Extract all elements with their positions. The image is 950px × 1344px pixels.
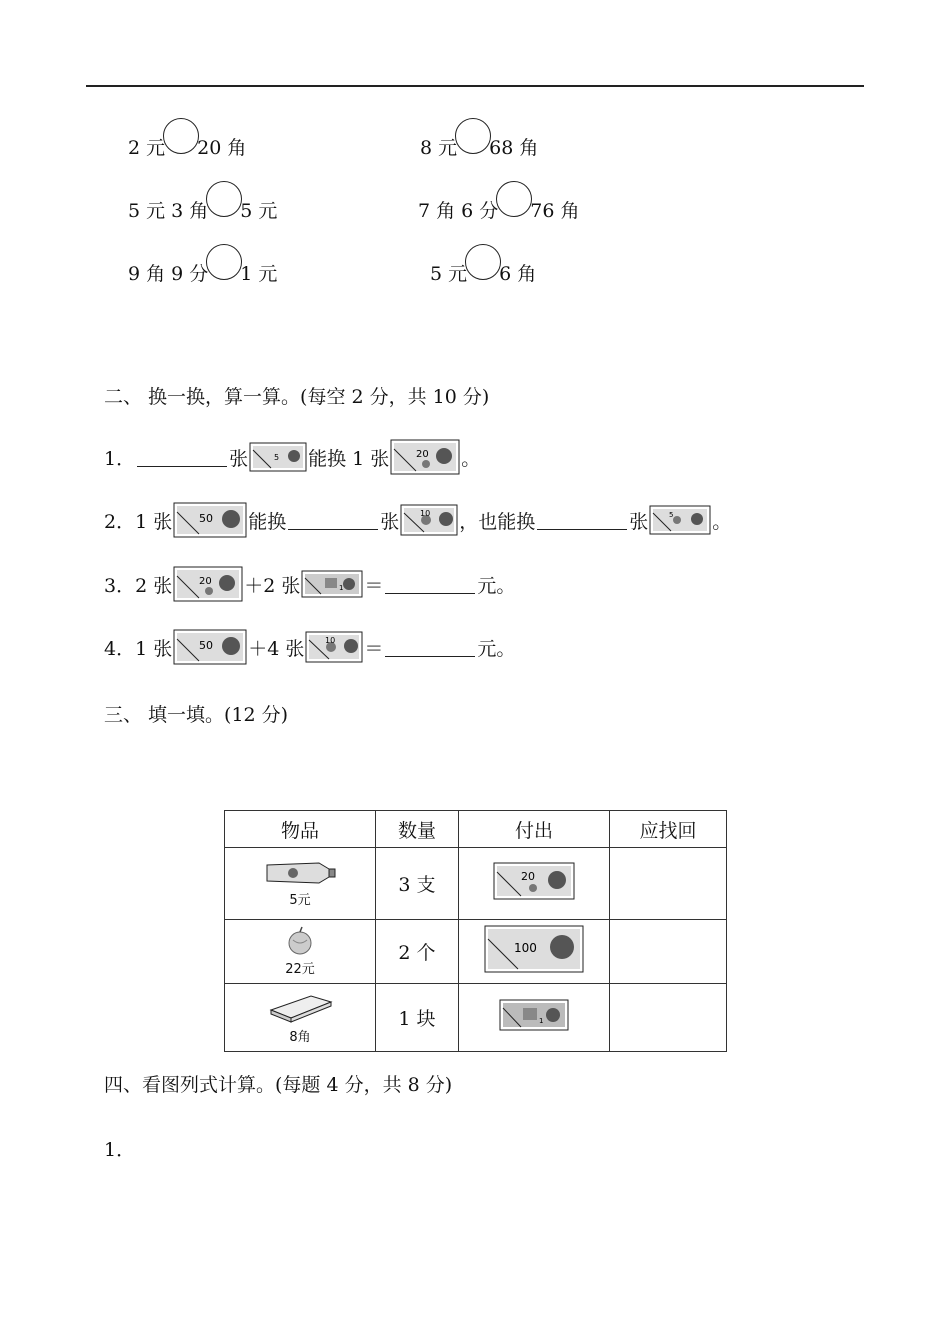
question-3 [104,564,515,604]
section-2-heading: 二、 换一换，算一算。(每空 2 分，共 10 分) [104,386,490,408]
banknote-value: 5 [669,511,674,519]
compare-left: 9 角 9 分 [128,263,209,285]
compare-circle[interactable] [206,244,242,280]
question-text: ＋4 张 [248,637,305,660]
question-2 [104,500,731,540]
compare-item [128,246,277,286]
table-header: 付出 [459,811,610,848]
table-header: 应找回 [610,811,727,848]
quantity-cell: 1 块 [376,984,459,1052]
compare-circle[interactable] [455,118,491,154]
banknote-20-icon [493,870,575,905]
answer-blank[interactable] [137,448,227,467]
banknote-value: 100 [514,941,537,955]
question-text: 张 [229,447,249,470]
compare-item [430,246,536,286]
compare-right: 76 角 [530,200,580,222]
change-cell[interactable] [610,848,727,920]
banknote-5-icon [249,442,307,472]
banknote-20-icon [173,566,243,602]
item-price: 8角 [289,1030,311,1045]
top-rule [86,85,864,87]
question-text: 。 [712,510,732,533]
compare-right: 20 角 [197,137,247,159]
question-text: ＝ [364,574,384,597]
banknote-value: 10 [420,509,431,518]
question-text: 2 张 [135,574,173,597]
item-price: 22元 [285,962,315,977]
paid-cell [459,984,610,1052]
banknote-value: 20 [416,449,430,460]
section-4-heading: 四、看图列式计算。(每题 4 分，共 8 分) [104,1074,453,1096]
question-text: 元。 [477,574,516,597]
compare-left: 7 角 6 分 [418,200,499,222]
banknote-value: 50 [199,639,214,652]
change-cell[interactable] [610,984,727,1052]
item-cell [225,848,376,920]
item-cell [225,920,376,984]
banknote-value: 5 [274,453,280,462]
item-cell [225,984,376,1052]
table-row [225,920,727,984]
quantity-cell: 2 个 [376,920,459,984]
compare-item [128,120,246,160]
question-text: 1 张 [135,510,173,533]
compare-right: 5 元 [240,200,278,222]
banknote-50-icon [173,502,247,538]
banknote-5-icon [649,505,711,535]
banknote-value: 1 [339,584,344,592]
compare-item [420,120,538,160]
banknote-value: 1 [539,1017,544,1025]
table-row [225,848,727,920]
banknote-value: 20 [521,870,535,883]
question-number: 3． [104,574,136,597]
answer-blank[interactable] [537,511,627,530]
answer-blank[interactable] [288,511,378,530]
table-header: 物品 [225,811,376,848]
compare-left: 8 元 [420,137,458,159]
section-3-heading: 三、 填一填。(12 分) [104,704,289,726]
banknote-20-icon [390,439,460,475]
compare-circle[interactable] [206,181,242,217]
change-cell[interactable] [610,920,727,984]
banknote-10-icon [400,504,458,536]
question-text: ＋2 张 [244,574,301,597]
question-text: 张 [629,510,649,533]
compare-left: 2 元 [128,137,166,159]
paid-cell [459,848,610,920]
question-text: 能换 1 张 [308,447,390,470]
banknote-1-icon [301,570,363,598]
compare-circle[interactable] [163,118,199,154]
compare-right: 6 角 [499,263,537,285]
banknote-value: 10 [325,636,336,645]
compare-item [418,183,580,223]
shopping-table [224,810,727,1052]
question-text: 。 [461,447,481,470]
question-number: 4． [104,637,136,660]
question-text: ，也能换 [459,510,536,533]
banknote-1-icon [499,1014,569,1036]
compare-circle[interactable] [496,181,532,217]
answer-blank[interactable] [385,575,475,594]
banknote-50-icon [173,629,247,665]
paid-cell [459,920,610,984]
banknote-100-icon [484,941,584,978]
table-row [225,984,727,1052]
compare-right: 68 角 [489,137,539,159]
compare-left: 5 元 [430,263,468,285]
banknote-value: 20 [199,576,212,587]
question-1 [104,437,480,477]
table-header: 数量 [376,811,459,848]
compare-left: 5 元 3 角 [128,200,209,222]
banknote-10-icon [305,631,363,663]
quantity-cell: 3 支 [376,848,459,920]
compare-item [128,183,277,223]
answer-blank[interactable] [385,638,475,657]
question-4 [104,627,515,667]
question-number: 1． [104,447,136,470]
question-text: 能换 [248,510,287,533]
question-text: ＝ [364,637,384,660]
item-price: 5元 [289,893,311,908]
banknote-value: 50 [199,512,214,525]
question-text: 1 张 [135,637,173,660]
question-number: 1． [104,1139,136,1161]
compare-circle[interactable] [465,244,501,280]
question-text: 元。 [477,637,516,660]
compare-right: 1 元 [240,263,278,285]
question-number: 2． [104,510,136,533]
question-text: 张 [380,510,400,533]
